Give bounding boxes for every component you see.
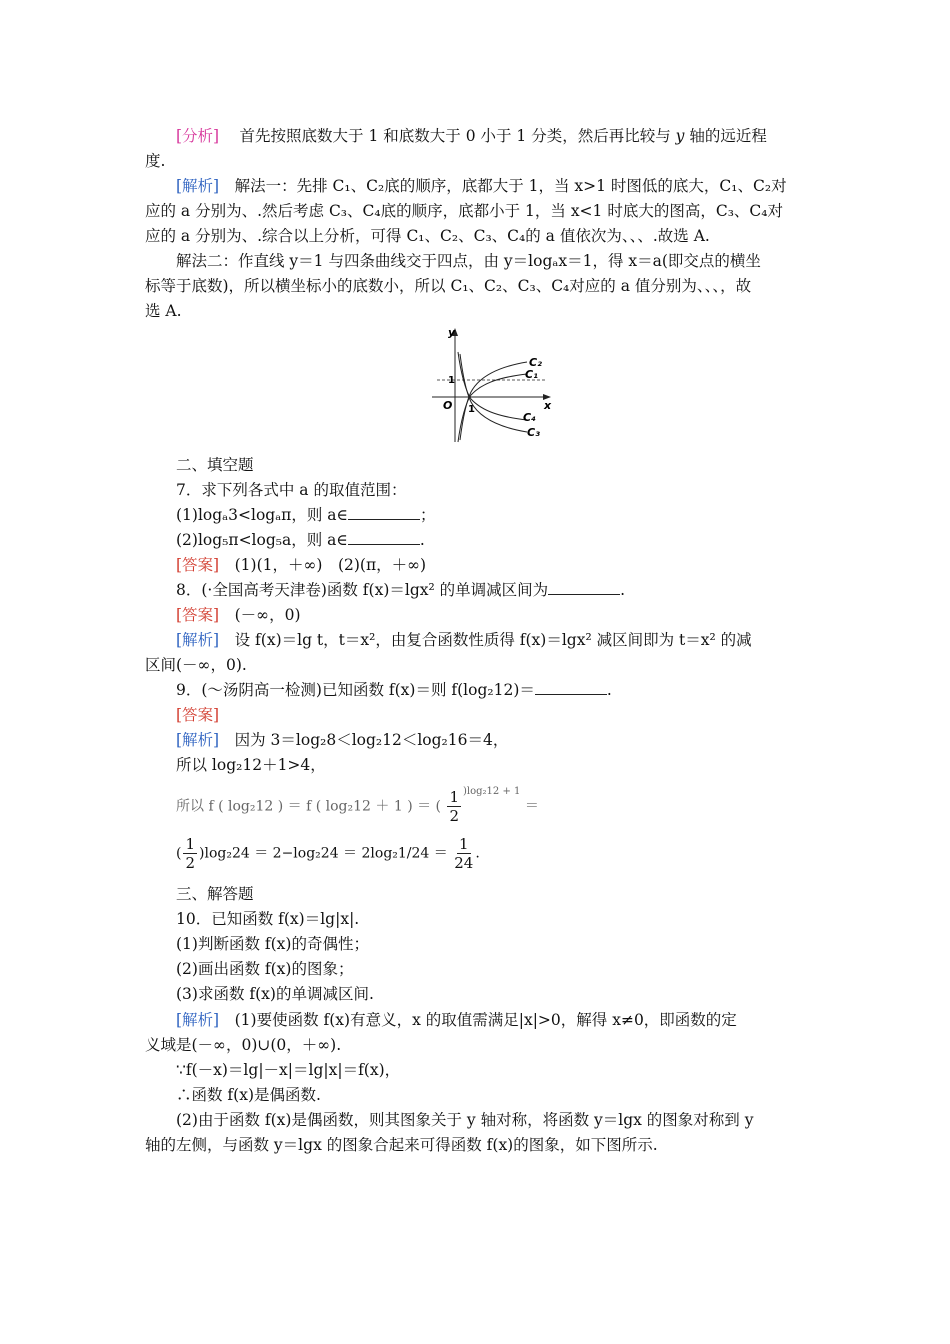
solution1-line-3: 应的 a 分别为、.综合以上分析，可得 C₁、C₂、C₃、C₄的 a 值依次为、、、.故选 A. [145,227,710,245]
q10-solution-line-3: ∵f(－x)＝lg|－x|＝lg|x|＝f(x)， [176,1061,401,1079]
q9-solution-line-2: 所以 log₂12＋1>4， [176,756,326,774]
formula1-tail: ＝ [524,798,539,815]
y-axis-label: y [448,326,456,339]
q9-solution-line-1 [176,730,508,750]
q10-solution-line-6: 轴的左侧，与函数 y＝lgx 的图象合起来可得函数 f(x)的图象，如下图所示. [145,1136,658,1154]
q9-stem-end: . [606,681,612,699]
section-2-heading: 二、填空题 [176,456,254,474]
q7-part2-text: (2)log₅π<log₅a，则 a∈ [176,531,348,549]
formula2-end: . [475,845,480,862]
answer-tag: [答案] [176,556,220,574]
x-axis-label: x [544,399,552,412]
formula1-denominator: 2 [449,807,460,825]
log-curves-figure [427,322,557,447]
analysis-var: y [675,127,685,145]
formula2-middle: )log₂24 ＝ 2−log₂24 ＝ 2log₂1/24 ＝ [199,845,448,862]
q7-answer [176,555,426,575]
q8-answer-text: (－∞，0) [234,606,301,624]
formula2-open: ( [176,845,182,862]
q10-solution-line-4: ∴函数 f(x)是偶函数. [176,1086,321,1104]
formula2-numerator: 1 [185,835,196,853]
formula2-result-numerator: 1 [459,835,469,853]
solution1-text-1: 解法一：先排 C₁、C₂底的顺序，底都大于 1，当 x>1 时图低的底大，C₁、C₂对 [234,177,787,195]
q10-solution-line-1 [176,1010,737,1030]
solution1-line-1 [176,176,787,196]
q8-stem-text: 8．(·全国高考天津卷)函数 f(x)＝lgx² 的单调减区间为 [176,581,549,599]
q8-answer [176,605,301,625]
solution-tag: [解析] [176,177,220,195]
q7-part1-end: ； [420,506,436,524]
q10-solution-line-2: 义域是(－∞，0)∪(0，＋∞). [145,1036,342,1054]
q7-part2-end: . [419,531,425,549]
y-one-label: 1 [448,375,455,386]
solution-tag: [解析] [176,1011,220,1029]
curve-label-c3: C₃ [527,426,540,439]
solution1-line-2: 应的 a 分别为、.然后考虑 C₃、C₄底的顺序，底都小于 1，当 x<1 时底大的图高，C₃、C₄对 [145,202,783,220]
q8-solution-text: 设 f(x)＝lg t，t＝x²，由复合函数性质得 f(x)＝lgx² 减区间即为 t＝x² 的减 [234,631,752,649]
formula2-denominator: 2 [185,854,196,872]
q8-stem [176,580,625,600]
q10-sub-3: (3)求函数 f(x)的单调减区间. [176,985,374,1003]
q8-solution-line-1 [176,630,752,650]
q7-part1-text: (1)logₐ3<logₐπ，则 a∈ [176,506,349,524]
q9-formula-2 [176,835,480,872]
formula2-result-fraction [454,835,473,872]
q9-formula-1 [176,788,539,825]
q10-solution-line-5: (2)由于函数 f(x)是偶函数，则其图象关于 y 轴对称，将函数 y＝lgx 的图象对称到 y [176,1111,754,1129]
analysis-line-1 [176,126,767,146]
answer-tag: [答案] [176,706,220,724]
q7-part1 [176,505,436,525]
origin-label: O [443,399,453,412]
q8-stem-end: . [620,581,626,599]
formula1-prefix: 所以 f ( log₂12 ) ＝ f ( log₂12 ＋ 1 ) ＝ ( [176,798,442,815]
formula2-fraction [183,835,197,872]
q10-stem: 10．已知函数 f(x)＝lg|x|. [176,910,360,928]
analysis-line-2: 度. [145,152,166,170]
formula1-exponent: )log₂12 + 1 [463,786,521,797]
q7-part1-blank[interactable] [348,505,420,520]
formula1-fraction [447,788,461,825]
q9-stem [176,680,612,700]
q10-sub-2: (2)画出函数 f(x)的图象； [176,960,354,978]
curve-label-c1: C₁ [525,368,538,381]
q7-answer-text: (1)(1，＋∞) (2)(π，＋∞) [234,556,427,574]
q7-stem: 7．求下列各式中 a 的取值范围： [176,481,407,499]
analysis-tag: [分析] [176,127,220,145]
q9-solution-text: 因为 3＝log₂8＜log₂12＜log₂16＝4， [234,731,509,749]
section-3-heading: 三、解答题 [176,885,254,903]
solution2-line-3: 选 A. [145,302,182,320]
solution-tag: [解析] [176,731,220,749]
q10-sub-1: (1)判断函数 f(x)的奇偶性； [176,935,369,953]
q7-part2-blank[interactable] [348,530,420,545]
q7-part2 [176,530,425,550]
q8-solution-line-2: 区间(－∞，0). [145,656,247,674]
q9-answer [176,705,219,725]
analysis-text: 首先按照底数大于 1 和底数大于 0 小于 1 分类，然后再比较与 [239,127,676,145]
analysis-text-end: 轴的远近程 [684,127,767,145]
solution2-line-2: 标等于底数)，所以横坐标小的底数小，所以 C₁、C₂、C₃、C₄对应的 a 值分别为、、、，故 [145,277,752,295]
solution2-line-1: 解法二：作直线 y＝1 与四条曲线交于四点，由 y＝logₐx＝1，得 x＝a(即交点的横坐 [176,252,761,270]
q9-stem-text: 9．(～汤阴高一检测)已知函数 f(x)＝则 f(log₂12)＝ [176,681,535,699]
answer-tag: [答案] [176,606,220,624]
q10-solution-text: (1)要使函数 f(x)有意义，x 的取值需满足|x|>0，解得 x≠0，即函数的定 [234,1011,737,1029]
q8-blank[interactable] [548,580,620,595]
q9-blank[interactable] [535,680,607,695]
solution-tag: [解析] [176,631,220,649]
x-one-label: 1 [468,404,475,415]
formula2-result-denominator: 24 [454,854,474,872]
curve-label-c4: C₄ [523,411,536,424]
formula1-numerator: 1 [449,788,460,806]
curve-label-c2: C₂ [529,356,542,369]
